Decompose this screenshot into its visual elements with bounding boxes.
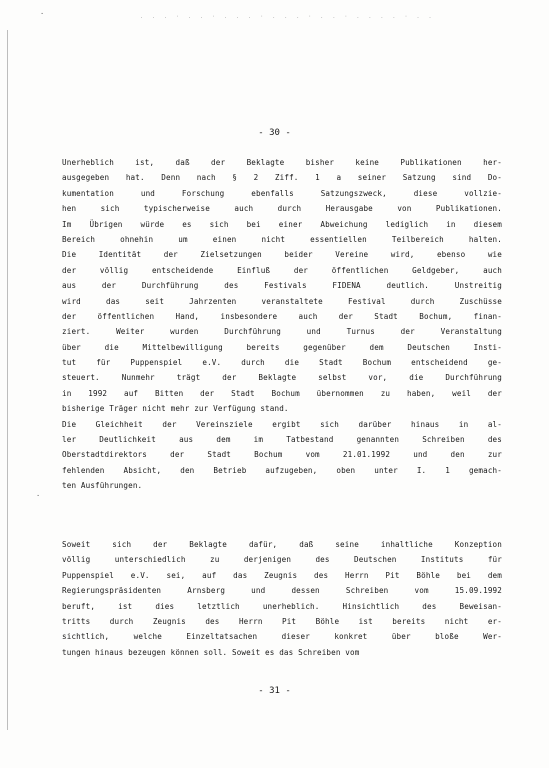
text-line: aus der Durchführung des Festivals FIDENA deutlich. Unstreitig <box>62 281 502 291</box>
text-line: Regierungspräsidenten Arnsberg und dessen Schreiben vom 15.09.1992 <box>62 586 502 596</box>
text-line: über die Mittelbewilligung bereits gegenüber dem Deutschen Insti- <box>62 342 502 352</box>
page-number-top: - 30 - <box>258 128 291 138</box>
text-line: in 1992 auf Bitten der Stadt Bochum übernommen zu haben, weil der <box>62 388 502 398</box>
text-line: Bereich ohnehin um einen nicht essentiellen Teilbereich halten. <box>62 234 502 244</box>
text-line: ausgegeben hat. Denn nach § 2 Ziff. 1 a seiner Satzung sind Do- <box>62 173 502 183</box>
scan-speck: · <box>36 492 41 500</box>
page-number-bottom: - 31 - <box>258 686 291 696</box>
scan-artifact: . . . · . . · . . . · . . . · . . · . . . . · . . <box>140 14 435 20</box>
text-line: wird das seit Jahrzenten veranstaltete Festival durch Zuschüsse <box>62 296 502 306</box>
text-line: Soweit sich der Beklagte dafür, daß seine inhaltliche Konzeption <box>62 540 502 549</box>
text-line: beruft, ist dies letztlich unerheblich. Hinsichtlich des Beweisan- <box>62 601 502 611</box>
text-line: tut für Puppenspiel e.V. durch die Stadt Bochum entscheidend ge- <box>62 358 502 368</box>
text-line: Im Übrigen würde es sich bei einer Abweichung lediglich in diesem <box>62 219 502 229</box>
text-line: Die Identität der Zielsetzungen beider Vereine wird, ebenso wie <box>62 250 502 260</box>
text-line: bisherige Träger nicht mehr zur Verfügung stand. <box>62 404 289 414</box>
text-line: hen sich typischerweise auch durch Herausgabe von Publikationen. <box>62 204 502 214</box>
text-line: sichtlich, welche Einzeltatsachen dieser konkret über bloße Wer- <box>62 632 502 642</box>
text-line: tritts durch Zeugnis des Herrn Pit Böhle ist bereits nicht er- <box>62 616 502 626</box>
text-line: Die Gleichheit der Vereinsziele ergibt sich darüber hinaus in al- <box>62 419 502 429</box>
text-line: fehlenden Absicht, den Betrieb aufzugeben, oben unter I. 1 gemach- <box>62 465 502 475</box>
text-line: der öffentlichen Hand, insbesondere auch der Stadt Bochum, finan- <box>62 311 502 321</box>
scan-speck: · <box>40 10 45 18</box>
paragraph <box>62 155 502 494</box>
text-line: Oberstadtdirektors der Stadt Bochum vom 21.01.1992 und den zur <box>62 450 502 460</box>
text-line: Puppenspiel e.V. sei, auf das Zeugnis des Herrn Pit Böhle bei dem <box>62 570 502 580</box>
text-line: ler Deutlichkeit aus dem im Tatbestand genannten Schreiben des <box>62 435 502 445</box>
text-line: kumentation und Forschung ebenfalls Satzungszweck, diese vollzie- <box>62 188 502 198</box>
text-line: völlig unterschiedlich zu derjenigen des Deutschen Instituts für <box>62 555 502 565</box>
text-line: ziert. Weiter wurden Durchführung und Turnus der Veranstaltung <box>62 327 502 337</box>
text-line: tungen hinaus bezeugen können soll. Soweit es das Schreiben vom <box>62 647 360 657</box>
text-line: steuert. Nunmehr trägt der Beklagte selbst vor, die Durchführung <box>62 373 502 383</box>
text-line: Unerheblich ist, daß der Beklagte bisher keine Publikationen her- <box>62 158 502 167</box>
text-line: ten Ausführungen. <box>62 481 143 491</box>
text-line: der völlig entscheidende Einfluß der öffentlichen Geldgeber, auch <box>62 265 502 275</box>
paragraph <box>62 537 502 660</box>
